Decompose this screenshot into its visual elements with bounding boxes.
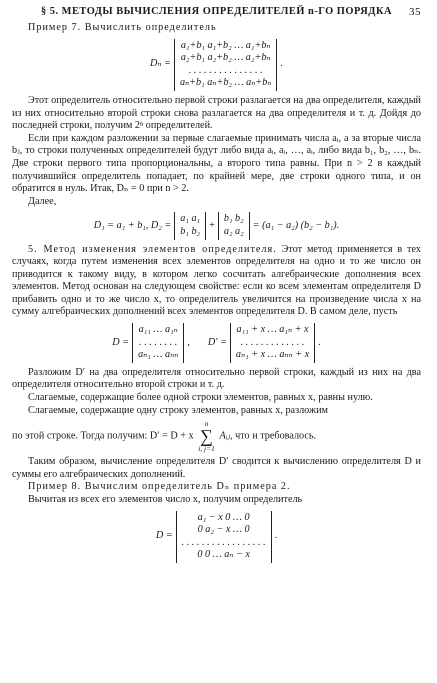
d-determinant: [132, 323, 184, 363]
det-row: a₂ a₂: [223, 225, 244, 237]
d1-d2-right: = (a₁ − a₂) (b₂ − b₁).: [252, 219, 340, 231]
plus-sign: +: [209, 219, 215, 231]
final-lhs: D =: [155, 530, 173, 542]
paragraph-8: Вычитая из всех его элементов число x, получим определитель: [28, 494, 303, 505]
det-row: a₁ a₁: [180, 213, 201, 225]
det-row: a₁₁ … a₁ₙ: [138, 324, 178, 336]
det-row: a₁₁ + x … a₁ₙ + x: [236, 324, 309, 336]
d1-d2-left: D₁ = a₁ + b₁, D₂ =: [93, 219, 172, 231]
det-row: . . . . . . . . . . . . .: [240, 336, 305, 348]
formula-period: .: [318, 336, 321, 348]
final-determinant: [176, 511, 272, 563]
det-row: b₁ b₂: [223, 213, 244, 225]
det-row: aₙ₁ + x … aₙₙ + x: [235, 349, 310, 361]
paragraph-3: Далее,: [28, 195, 57, 207]
d-dprime-formula: [12, 323, 421, 363]
paragraph-7: Таким образом, вычисление определителя D′ сводится к вычислению определителя D и суммы его алгебраических дополнений.: [12, 456, 421, 480]
sum-lower-limit: i, j=1: [198, 444, 215, 454]
example7-formula: [12, 39, 421, 91]
det-row: aₙ+b₁ aₙ+b₂ … aₙ+bₙ: [179, 77, 272, 89]
sum-formula-line: [12, 419, 421, 453]
d1-d2-formula: [12, 212, 421, 239]
det-row: . . . . . . . . . . . . . . .: [188, 64, 263, 76]
paragraph-5: Слагаемые, содержащие более одной строки элементов, равных x, равны нулю.: [28, 392, 373, 404]
paragraph-1: Этот определитель относительно первой строки разлагается на два определителя, каждый из них относительно второй строки снова разлагается на два определителя и т. д. Дойдя до последней строки, получим 2ⁿ определителей.: [12, 94, 421, 132]
sigma-symbol: ∑: [200, 426, 213, 447]
det-row: aₙ₁ … aₙₙ: [138, 349, 179, 361]
dn-lhs: Dₙ =: [150, 58, 171, 70]
paragraph-6: Слагаемые, содержащие одну строку элементов, равных x, разложим: [28, 404, 328, 416]
dprime-determinant: [230, 323, 315, 363]
sum-operator: [198, 419, 215, 453]
det-row: . . . . . . . . . . . . . . . . .: [181, 536, 266, 548]
sum-upper-limit: n: [204, 419, 209, 429]
d2-determinant-1: [174, 212, 206, 239]
method5-text: Этот метод применяется в тех случаях, когда путем изменения всех элементов определителя на одно и то же число он приводится к такому виду, в котором легко сосчитать алгебраические дополнения всех элементов. Метод основан на следующем свойстве: если ко всем элементам определителя D прибавить одно и то же число x, то определитель увеличится на произведение числа x на сумму алгебраических дополнений всех элементов определителя D. В самом деле, пусть: [12, 243, 421, 318]
paragraph-4: Разложим D′ на два определителя относительно первой строки, каждый из них на два определителя относительно второй строки и т. д.: [12, 366, 421, 391]
sum-term: Aᵢⱼ,: [219, 430, 233, 442]
det-row: . . . . . . . .: [139, 336, 178, 348]
example8-title: Пример 8. Вычислим определитель Dₙ примера 2.: [28, 481, 291, 493]
method5-lead: 5. Метод изменения элементов определителя.: [28, 243, 277, 255]
header-title: § 5. МЕТОДЫ ВЫЧИСЛЕНИЯ ОПРЕДЕЛИТЕЛЕЙ n-ГО ПОРЯДКА: [41, 6, 392, 17]
final-formula: [12, 511, 421, 563]
det-row: a₁+b₁ a₁+b₂ … a₁+bₙ: [180, 39, 271, 51]
running-header: [12, 6, 421, 22]
det-row: a₂+b₁ a₂+b₂ … a₂+bₙ: [180, 52, 271, 64]
sum-before: по этой строке. Тогда получим: D′ = D + x: [12, 430, 194, 442]
d2-determinant-2: [218, 212, 250, 239]
det-row: 0 0 … aₙ − x: [197, 549, 250, 561]
dprime-lhs: D′ =: [207, 336, 227, 348]
det-row: a₁ − x 0 … 0: [197, 511, 250, 523]
example7-determinant: [174, 39, 277, 91]
det-row: 0 a₂ − x … 0: [197, 524, 250, 536]
formula-period: .: [274, 530, 278, 542]
example7-title: Пример 7. Вычислить определитель: [28, 22, 217, 33]
d-lhs: D =: [112, 336, 130, 348]
paragraph-2: Если при каждом разложении за первые слагаемые принимать числа aᵢ, а за вторые числа bⱼ, то строки полученных определителей будут либо вида aᵢ, aᵢ, …, aᵢ, либо вида b₁, b₂, …, bₙ. Две строки первого типа пропорциональны, а второго типа равны. При n > 2 в каждый получившийся определитель попадает, по крайней мере, две строки одного типа, и он обратится в нуль. Итак, Dₙ = 0 при n > 2.: [12, 132, 421, 195]
page-number: 35: [409, 6, 421, 18]
method5-paragraph: [12, 244, 421, 320]
comma-separator: ,: [187, 336, 190, 348]
formula-period: .: [280, 58, 283, 70]
sum-after: что и требовалось.: [235, 430, 317, 442]
det-row: b₁ b₂: [180, 225, 201, 237]
